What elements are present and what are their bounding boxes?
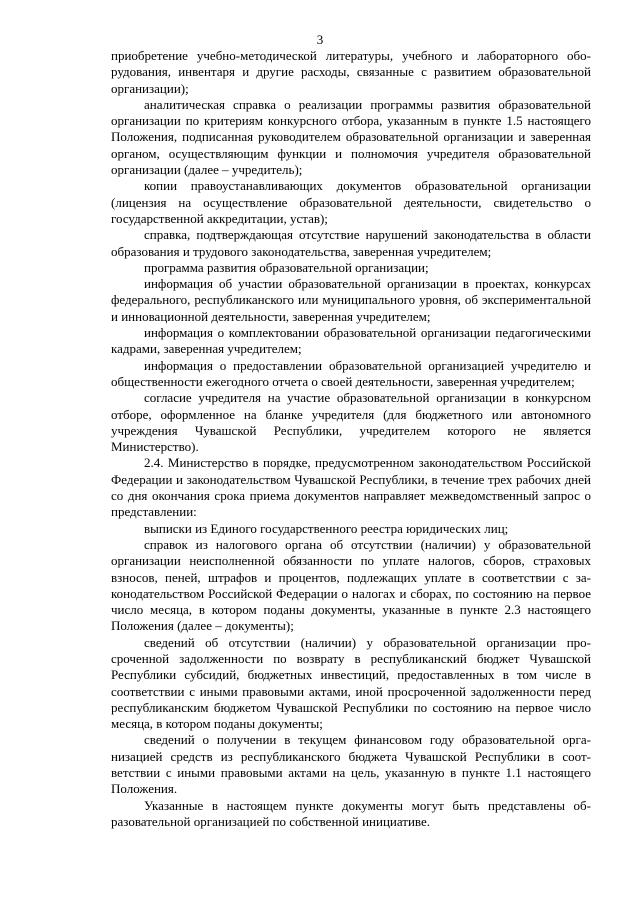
paragraph: выписки из Единого государственного реестра юридических лиц; <box>144 520 509 536</box>
paragraph: программа развития образовательной организации; <box>144 259 429 275</box>
paragraph: информация о предоставлении образовательной организацией учредителю и общественности ежегодного отчета о своей деятельности, заверенная учредителем; <box>111 357 591 389</box>
paragraph: сведений о получении в текущем финансовом году образовательной организацией средств из республиканского бюджета Чувашской Республики в соответствии с иными правовыми актами на цель, указанную в пункте 1.1 настоящего Положения. <box>111 732 591 797</box>
paragraph: копии правоустанавливающих документов образовательной организации (лицензия на осуществление образовательной деятельности, свидетельство о государственной аккредитации, устав); <box>111 178 591 226</box>
paragraph: справок из налогового органа об отсутствии (наличии) у образовательной организации неисполненной обязанности по уплате налогов, сборов, страховых взносов, пеней, штрафов и процентов, подлежащих уплате в соответствии с законодательством Российской Федерации о налогах и сборах, по состоянию на первое число месяца, в котором поданы документы, указанные в пункте 2.3 настоящего Положения (далее – документы); <box>111 536 591 634</box>
paragraph: информация о комплектовании образовательной организации педагогическими кадрами, заверенная учредителем; <box>111 325 591 357</box>
paragraph: приобретение учебно-методической литературы, учебного и лабораторного оборудования, инвентаря и другие расходы, связанные с развитием образовательной организации); <box>111 48 591 96</box>
paragraph: Указанные в настоящем пункте документы могут быть представлены образовательной организацией по собственной инициативе. <box>111 797 591 829</box>
document-body <box>111 48 591 830</box>
section-paragraph: 2.4. Министерство в порядке, предусмотренном законодательством Российской Федерации и законодательством Чувашской Республики, в течение трех рабочих дней со дня окончания срока приема документов направляет межведомственный запрос о представлении: <box>111 455 591 520</box>
paragraph: справка, подтверждающая отсутствие нарушений законодательства в области образования и трудового законодательства, заверенная учредителем; <box>111 227 591 259</box>
paragraph: согласие учредителя на участие образовательной организации в конкурсном отборе, оформленное на бланке учредителя (для бюджетного или автономного учреждения Чувашской Республики, учредителем которого не является Министерство). <box>111 390 591 455</box>
paragraph: аналитическая справка о реализации программы развития образовательной организации по критериям конкурсного отбора, указанным в пункте 1.5 настоящего Положения, подписанная руководителем образовательной организации и заверенная органом, осуществляющим функции и полномочия учредителя образовательной организации (далее – учредитель); <box>111 96 591 178</box>
page-number: 3 <box>316 32 324 47</box>
paragraph: информация об участии образовательной организации в проектах, конкурсах федерального, республиканского или муниципального уровня, об экспериментальной и инновационной деятельности, заверенная учредителем; <box>111 276 591 324</box>
paragraph: сведений об отсутствии (наличии) у образовательной организации просроченной задолженности по возврату в республиканский бюджет Чувашской Республики субсидий, бюджетных инвестиций, предоставленных в том числе в соответствии с иными правовыми актами, иной просроченной задолженности перед республиканским бюджетом Чувашской Республики по состоянию на первое число месяца, в котором поданы документы; <box>111 634 591 732</box>
